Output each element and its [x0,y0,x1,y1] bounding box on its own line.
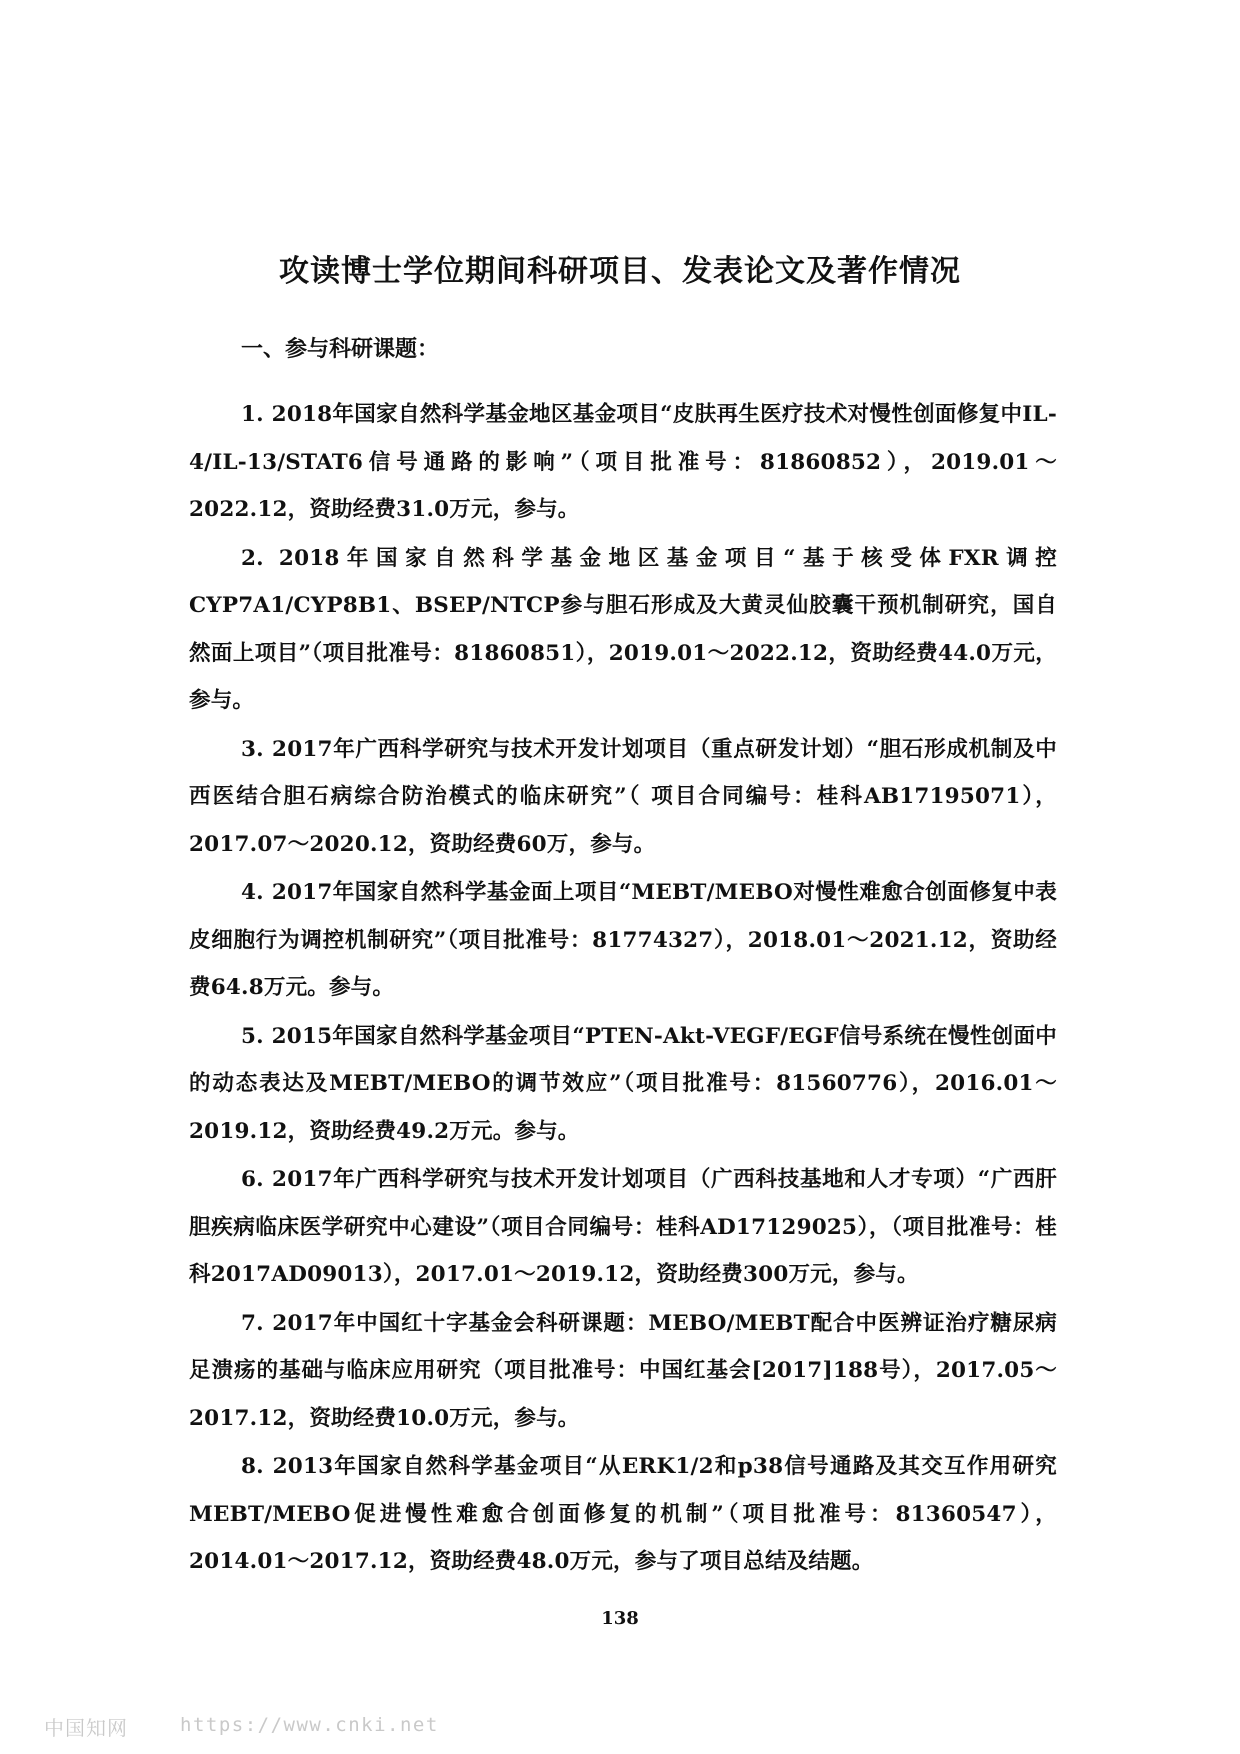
project-list [189,391,1057,1587]
project-item: 6. 2017年广西科学研究与技术开发计划项目（广西科技基地和人才专项）“广西肝胆疾病临床医学研究中心建设”（项目合同编号：桂科AD17129025），（项目批准号：桂科2017AD09013），2017.01～2019.12，资助经费300万元，参与。 [189,1167,1057,1287]
project-item: 7. 2017年中国红十字基金会科研课题：MEBO/MEBT配合中医辨证治疗糖尿病足溃疡的基础与临床应用研究（项目批准号：中国红基会[2017]188号），2017.05～2017.12，资助经费10.0万元，参与。 [189,1310,1057,1431]
project-item: 2. 2018年国家自然科学基金地区基金项目“基于核受体FXR调控CYP7A1/CYP8B1、BSEP/NTCP参与胆石形成及大黄灵仙胶囊干预机制研究，国自然面上项目”（项目批准号：81860851），2019.01～2022.12，资助经费44.0万元，参与。 [189,545,1057,713]
page-title: 攻读博士学位期间科研项目、发表论文及著作情况 [279,254,961,289]
watermark-url: https://www.cnki.net [180,1714,439,1736]
project-item: 8. 2013年国家自然科学基金项目“从ERK1/2和p38信号通路及其交互作用研究MEBT/MEBO促进慢性难愈合创面修复的机制”（项目批准号：81360547），2014.01～2017.12，资助经费48.0万元，参与了项目总结及结题。 [189,1454,1057,1574]
project-item: 4. 2017年国家自然科学基金面上项目“MEBT/MEBO对慢性难愈合创面修复中表皮细胞行为调控机制研究”（项目批准号：81774327），2018.01～2021.12，资助经费64.8万元。参与。 [189,880,1057,1000]
section-heading: 一、参与科研课题： [241,337,440,362]
watermark-brand: 中国知网 [44,1716,128,1740]
page-number: 138 [601,1608,639,1629]
project-item: 5. 2015年国家自然科学基金项目“PTEN-Akt-VEGF/EGF信号系统在慢性创面中的动态表达及MEBT/MEBO的调节效应”（项目批准号：81560776），2016.01～2019.12，资助经费49.2万元。参与。 [189,1023,1057,1144]
project-item: 1. 2018年国家自然科学基金地区基金项目“皮肤再生医疗技术对慢性创面修复中IL-4/IL-13/STAT6信号通路的影响”（项目批准号：81860852），2019.01～2022.12，资助经费31.0万元，参与。 [189,402,1057,522]
project-item: 3. 2017年广西科学研究与技术开发计划项目（重点研发计划）“胆石形成机制及中西医结合胆石病综合防治模式的临床研究”（ 项目合同编号：桂科AB17195071），2017.07～2020.12，资助经费60万，参与。 [189,736,1057,857]
